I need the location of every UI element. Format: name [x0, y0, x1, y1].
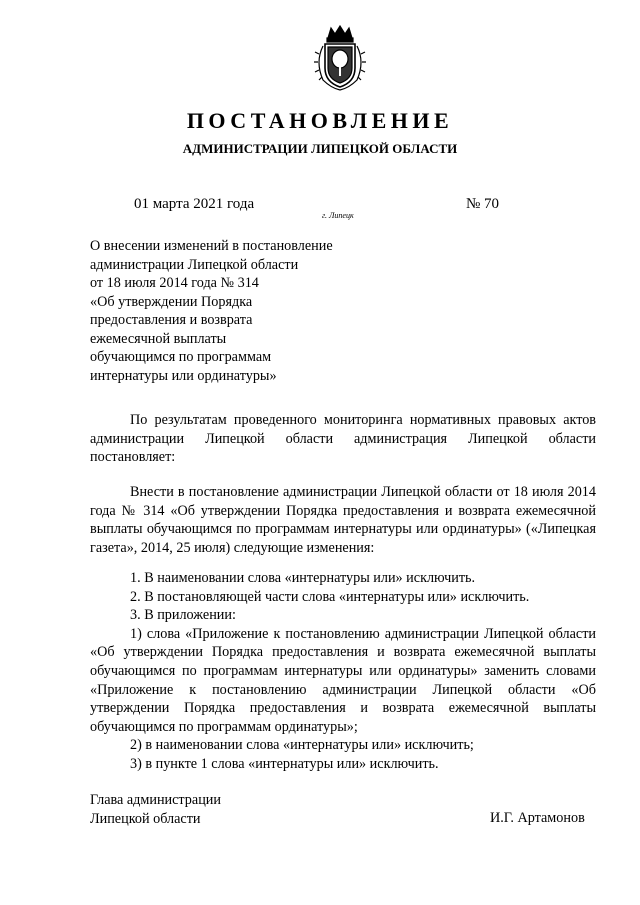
signatory-position-line: Глава администрации: [90, 792, 221, 808]
heading-line: предоставления и возврата: [90, 312, 253, 328]
heading-line: «Об утверждении Порядка: [90, 293, 253, 310]
document-date: 01 марта 2021 года: [134, 196, 255, 212]
document-number: № 70: [466, 196, 500, 212]
list-item: 2) в наименовании слова «интернатуры или» исключить;: [130, 737, 474, 754]
document-city: г. Липецк: [322, 211, 354, 220]
list-item: 2. В постановляющей части слова «интернатуры или» исключить.: [130, 588, 530, 605]
heading-line: от 18 июля 2014 года № 314: [90, 275, 259, 291]
list-item: 3) в пункте 1 слова «интернатуры или» исключить.: [130, 755, 439, 772]
heading-line: обучающимся по программам: [90, 349, 272, 365]
list-item: 3. В приложении:: [130, 607, 236, 624]
document-subtitle: АДМИНИСТРАЦИИ ЛИПЕЦКОЙ ОБЛАСТИ: [182, 141, 458, 156]
heading-line: администрации Липецкой области: [90, 256, 299, 273]
heading-line: ежемесячной выплаты: [90, 330, 227, 347]
signatory-name: И.Г. Артамонов: [490, 810, 585, 826]
document-title: ПОСТАНОВЛЕНИЕ: [186, 108, 454, 133]
heading-line: О внесении изменений в постановление: [90, 238, 333, 254]
list-item: 1. В наименовании слова «интернатуры или» исключить.: [130, 570, 476, 586]
signatory-position: [90, 791, 221, 829]
heading-line: интернатуры или ординатуры»: [90, 367, 277, 384]
lipetsk-coat-of-arms-icon: [311, 24, 369, 92]
document-heading: [90, 237, 370, 385]
amendments-list: [90, 569, 596, 774]
body-paragraph-amendment: Внести в постановление администрации Липецкой области от 18 июля 2014 года № 314 «Об утверждении Порядка предоставления и возврата ежемесячной выплаты обучающимся по программам интернатуры или ординатуры» («Липецкая газета», 2014, 25 июля) следующие изменения:: [90, 484, 596, 556]
body-paragraph-preamble: По результатам проведенного мониторинга нормативных правовых актов администрации Липецкой области администрация Липецкой области постановляет:: [90, 412, 596, 466]
signatory-position-line: Липецкой области: [90, 810, 201, 827]
list-item: 1) слова «Приложение к постановлению администрации Липецкой области «Об утверждении Порядка предоставления и возврата ежемесячной выплаты обучающимся по программам интернатуры или ординатуры» заменить словами «Приложение к постановлению администрации Липецкой области «Об утверждении Порядка предоставления и возврата ежемесячной выплаты обучающимся по программам ординатуры»;: [90, 625, 596, 735]
